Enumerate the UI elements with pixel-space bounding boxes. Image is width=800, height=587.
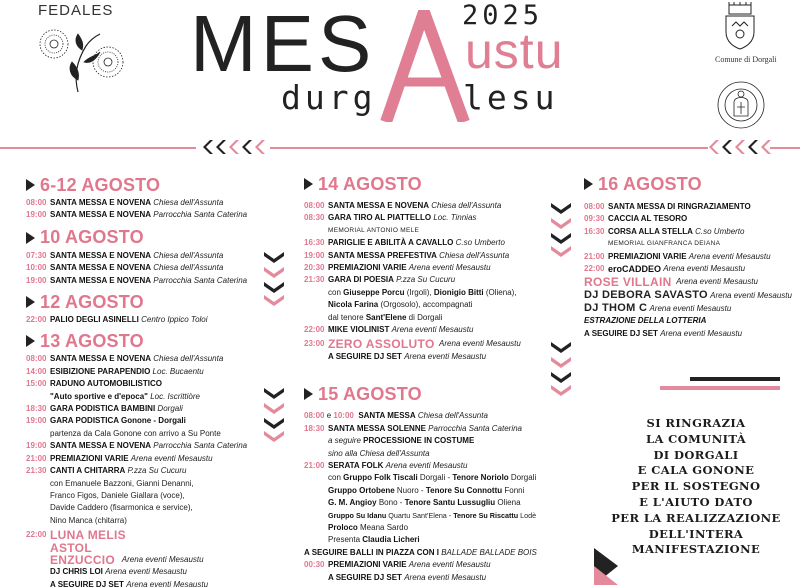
chevron-row-right bbox=[708, 140, 772, 154]
event-time: 08:00 bbox=[26, 354, 47, 364]
event-detail: ASTOL bbox=[50, 540, 92, 555]
event-list bbox=[26, 197, 286, 222]
event-detail: MEMORIAL GIANFRANCA DEIANA bbox=[608, 240, 721, 248]
event-time: 00:30 bbox=[304, 560, 325, 570]
event-time: 18:30 bbox=[304, 423, 325, 433]
day-title: 10 AGOSTO bbox=[40, 227, 144, 248]
decor-bar-dark bbox=[690, 377, 780, 381]
day-heading bbox=[26, 226, 286, 250]
column-1 bbox=[26, 173, 286, 587]
event-time: 15:00 bbox=[26, 379, 47, 389]
event-list bbox=[304, 324, 554, 336]
event-time: 19:00 bbox=[26, 441, 47, 451]
event-row bbox=[304, 200, 554, 212]
event-detail: Nino Manca (chitarra) bbox=[50, 515, 127, 525]
event-list bbox=[584, 251, 798, 263]
event-row bbox=[304, 212, 554, 224]
event-title: SANTA MESSA E NOVENA bbox=[50, 441, 152, 451]
chevron-down-icon bbox=[264, 295, 284, 306]
event-place: Parrocchia Santa Caterina bbox=[153, 441, 248, 451]
event-place: Parrocchia Santa Caterina bbox=[153, 275, 248, 285]
event-time: 21:30 bbox=[26, 466, 47, 476]
day-heading bbox=[304, 382, 554, 406]
event-detail: Nicola Farina (Orgosolo), accompagnati bbox=[328, 300, 473, 310]
thanks-block bbox=[606, 416, 786, 558]
comune-label: Comune di Dorgali bbox=[715, 55, 777, 64]
event-detail: Presenta Claudia Licheri bbox=[328, 535, 420, 545]
thanks-line: DI DORGALI bbox=[653, 447, 739, 462]
event-title: SANTA MESSA E NOVENA bbox=[328, 201, 430, 210]
event-time: 20:30 bbox=[304, 263, 325, 273]
header-rule-right bbox=[770, 147, 800, 149]
event-place: Arena eventi Mesaustu bbox=[688, 251, 771, 261]
event-title: SANTA MESSA E NOVENA bbox=[50, 210, 152, 220]
chevron-left-icon bbox=[721, 140, 733, 154]
event-detail: MEMORIAL ANTONIO MELE bbox=[328, 226, 420, 234]
event-time: 16:30 bbox=[584, 226, 605, 236]
column-3 bbox=[584, 172, 798, 340]
event-place: Chiesa dell'Assunta bbox=[439, 250, 510, 260]
event-row bbox=[304, 324, 554, 336]
event-list bbox=[304, 200, 554, 225]
event-title: PREMIAZIONI VARIE bbox=[608, 251, 687, 261]
event-time: 22:00 bbox=[26, 315, 47, 325]
event-title: ESIBIZIONE PARAPENDIO bbox=[50, 366, 151, 376]
chevron-left-icon bbox=[202, 140, 214, 154]
event-list bbox=[26, 440, 286, 477]
chevron-left-icon bbox=[215, 140, 227, 154]
event-title: PALIO DEGLI ASINELLI bbox=[50, 315, 139, 325]
title-durg: durg bbox=[281, 78, 377, 117]
event-place: C.so Umberto bbox=[695, 226, 745, 236]
chevron-down-icon bbox=[551, 357, 571, 368]
year-label: 2025 bbox=[462, 0, 544, 31]
event-place: C.so Umberto bbox=[455, 238, 505, 248]
event-time: 08:00 bbox=[26, 198, 47, 207]
event-time: 19:00 bbox=[26, 275, 47, 285]
title-mes: MES bbox=[190, 0, 376, 88]
event-time: 19:00 bbox=[26, 416, 47, 426]
event-row bbox=[26, 353, 286, 365]
day-title: 6-12 AGOSTO bbox=[40, 174, 161, 195]
event-row: DJ THOM C Arena eventi Mesaustu bbox=[584, 302, 732, 315]
event-detail: ENZUCCIO Arena eventi Mesaustu bbox=[50, 552, 204, 567]
event-time: 21:30 bbox=[304, 275, 325, 285]
event-place: Parrocchia Santa Caterina bbox=[153, 210, 248, 220]
day-title: 13 AGOSTO bbox=[40, 330, 144, 351]
thanks-line: LA COMUNITÀ bbox=[645, 431, 747, 446]
event-place: P.zza Su Cucuru bbox=[127, 466, 187, 476]
day-title: 16 AGOSTO bbox=[598, 173, 702, 194]
event-row: ESTRAZIONE DELLA LOTTERIA bbox=[584, 316, 707, 326]
event-title: PREMIAZIONI VARIE bbox=[328, 560, 407, 570]
fedales-logo-icon bbox=[34, 22, 130, 96]
event-detail: con Emanuele Bazzoni, Gianni Denanni, bbox=[50, 478, 194, 488]
event-place: Arena eventi Mesaustu bbox=[385, 460, 468, 470]
event-detail: con Gruppo Folk Tiscali Dorgali - Tenore Noriolo Dorgali bbox=[328, 473, 537, 483]
event-row bbox=[26, 403, 286, 415]
fedales-label: FEDALES bbox=[38, 2, 114, 19]
event-time: 21:00 bbox=[26, 453, 47, 463]
event-place: Loc. Tinnias bbox=[433, 213, 477, 223]
event-list bbox=[26, 250, 286, 287]
event-row bbox=[304, 250, 554, 262]
thanks-line: E L'AIUTO DATO bbox=[639, 494, 753, 509]
event-row: ROSE VILLAIN Arena eventi Mesaustu bbox=[584, 275, 758, 290]
chevron-left-icon bbox=[708, 140, 720, 154]
event-place: Loc. Bucaentu bbox=[152, 366, 204, 376]
chevron-down-icon bbox=[551, 385, 571, 396]
event-list bbox=[26, 314, 286, 326]
column-2 bbox=[304, 172, 554, 584]
event-row bbox=[26, 314, 286, 326]
title-big-a-icon bbox=[378, 10, 470, 122]
event-list bbox=[26, 353, 286, 390]
event-detail: Franco Figos, Daniele Giallara (voce), bbox=[50, 490, 185, 500]
chevron-left-icon bbox=[241, 140, 253, 154]
title-ustu: ustu bbox=[465, 23, 564, 79]
chevron-down-icon bbox=[264, 252, 284, 263]
event-title: SANTA MESSA SOLENNE bbox=[328, 423, 426, 433]
event-time: 09:30 bbox=[584, 214, 605, 224]
event-detail: partenza da Cala Gonone con arrivo a Su Ponte bbox=[50, 428, 221, 438]
day-title: 12 AGOSTO bbox=[40, 291, 144, 312]
event-detail: Gruppo Su Idanu Quartu Sant'Elena - Tenore Su Riscattu Lodè bbox=[328, 510, 537, 520]
chevron-left-icon bbox=[734, 140, 746, 154]
event-row bbox=[26, 262, 286, 274]
event-detail: Davide Caddero (fisarmonica e service), bbox=[50, 503, 193, 513]
chevron-down-icon bbox=[551, 233, 571, 244]
chevron-left-icon bbox=[747, 140, 759, 154]
event-row: 23:00 ZERO ASSOLUTO Arena eventi Mesaustu bbox=[304, 337, 521, 352]
event-detail: A SEGUIRE DJ SET Arena eventi Mesaustu bbox=[50, 579, 209, 587]
event-time: 08:00 bbox=[304, 201, 325, 210]
event-list bbox=[304, 423, 554, 435]
day-heading bbox=[584, 172, 798, 196]
event-row bbox=[26, 415, 286, 427]
event-detail: A SEGUIRE DJ SET Arena eventi Mesaustu bbox=[328, 351, 487, 361]
event-row bbox=[304, 237, 554, 249]
event-title: GARA TIRO AL PIATTELLO bbox=[328, 213, 432, 223]
event-detail: dal tenore Sant'Elene di Dorgali bbox=[328, 312, 443, 322]
header-rule-left bbox=[0, 147, 196, 149]
day-heading bbox=[26, 329, 286, 353]
event-title: RADUNO AUTOMOBILISTICO bbox=[50, 379, 162, 389]
event-row bbox=[304, 559, 554, 571]
chevron-down-icon bbox=[551, 342, 571, 353]
chevron-down-icon bbox=[551, 372, 571, 383]
event-row bbox=[26, 465, 286, 477]
chevron-left-icon bbox=[228, 140, 240, 154]
event-detail: "Auto sportive e d'epoca" Loc. Iscrittiòre bbox=[50, 391, 200, 401]
event-place: Chiesa dell'Assunta bbox=[153, 354, 224, 364]
event-detail: A SEGUIRE BALLI IN PIAZZA CON I BALLADE BALLADE BOIS bbox=[304, 547, 537, 557]
event-place: Centro Ippico Toloi bbox=[141, 315, 208, 325]
event-list bbox=[304, 460, 554, 472]
event-title: SANTA MESSA E NOVENA bbox=[50, 275, 152, 285]
chevron-down-icon bbox=[264, 418, 284, 429]
event-title: SANTA MESSA E NOVENA bbox=[50, 354, 152, 364]
event-time: 18:30 bbox=[26, 404, 47, 414]
thanks-line: MANIFESTAZIONE bbox=[631, 542, 761, 557]
event-place: Arena eventi Mesaustu bbox=[408, 560, 491, 570]
chevron-down-icon bbox=[551, 246, 571, 257]
event-title: MIKE VIOLINIST bbox=[328, 325, 390, 335]
event-row bbox=[26, 250, 286, 262]
chevron-down-icon bbox=[264, 388, 284, 399]
event-place: Dorgali bbox=[157, 404, 183, 414]
day-heading bbox=[26, 173, 286, 197]
event-place: Arena eventi Mesaustu bbox=[391, 325, 474, 335]
event-row bbox=[304, 423, 554, 435]
event-row bbox=[26, 378, 286, 390]
event-title: CANTI A CHITARRA bbox=[50, 466, 126, 476]
event-detail: Gruppo Ortobene Nuoro - Tenore Su Connottu Fonni bbox=[328, 485, 525, 495]
chevron-left-icon bbox=[760, 140, 772, 154]
event-row bbox=[26, 366, 286, 378]
day-heading bbox=[304, 172, 554, 196]
event-time: 22:00 bbox=[304, 325, 325, 335]
event-detail: DJ CHRIS LOI Arena eventi Mesaustu bbox=[50, 567, 187, 577]
event-row: DJ DEBORA SAVASTO Arena eventi Mesaustu bbox=[584, 289, 792, 302]
event-title: GARA PODISTICA BAMBINI bbox=[50, 404, 156, 414]
chevron-down-icon bbox=[551, 218, 571, 229]
title-lesu: lesu bbox=[463, 78, 559, 117]
event-title: PARIGLIE E ABILITÀ A CAVALLO bbox=[328, 238, 454, 248]
event-list bbox=[26, 403, 286, 428]
event-time: 14:00 bbox=[26, 366, 47, 376]
event-title: SANTA MESSA DI RINGRAZIAMENTO bbox=[608, 202, 751, 211]
event-row bbox=[26, 453, 286, 465]
event-time: 08:30 bbox=[304, 213, 325, 223]
event-time: 21:00 bbox=[304, 460, 325, 470]
event-title: SERATA FOLK bbox=[328, 460, 384, 470]
event-row bbox=[584, 201, 798, 213]
event-place: Parrocchia Santa Caterina bbox=[428, 423, 522, 433]
chevron-down-icon bbox=[264, 403, 284, 414]
event-time: 08:00 bbox=[584, 202, 605, 211]
event-time: 21:00 bbox=[584, 251, 605, 261]
event-time: 19:00 bbox=[26, 210, 47, 220]
event-title: GARA PODISTICA Gonone - Dorgali bbox=[50, 416, 186, 426]
association-logo-icon bbox=[716, 80, 766, 130]
thanks-line: SI RINGRAZIA bbox=[646, 416, 746, 430]
comune-crest-icon bbox=[722, 2, 758, 50]
chevron-down-icon bbox=[264, 431, 284, 442]
event-row bbox=[584, 213, 798, 225]
event-title: PREMIAZIONI VARIE bbox=[50, 453, 129, 463]
event-row bbox=[584, 226, 798, 238]
event-place: Chiesa dell'Assunta bbox=[153, 198, 224, 207]
event-list bbox=[304, 559, 554, 571]
event-title: PREMIAZIONI VARIE bbox=[328, 263, 407, 273]
thanks-line: DELL'INTERA bbox=[648, 526, 744, 541]
event-detail: Proloco Meana Sardo bbox=[328, 522, 409, 532]
event-row bbox=[26, 209, 286, 221]
thanks-line: E CALA GONONE bbox=[637, 463, 755, 478]
event-detail: a seguire PROCESSIONE IN COSTUME bbox=[328, 436, 475, 446]
event-place: Chiesa dell'Assunta bbox=[153, 263, 224, 273]
thanks-line: PER IL SOSTEGNO bbox=[631, 479, 761, 494]
event-place: Chiesa dell'Assunta bbox=[153, 250, 224, 260]
event-row bbox=[584, 251, 798, 263]
event-title: GARA DI POESIA bbox=[328, 275, 394, 285]
day-title: 14 AGOSTO bbox=[318, 173, 422, 194]
thanks-line: PER LA REALIZZAZIONE bbox=[611, 510, 781, 525]
event-time: 19:00 bbox=[304, 250, 325, 260]
event-row bbox=[26, 440, 286, 452]
event-list bbox=[584, 201, 798, 238]
event-place: Arena eventi Mesaustu bbox=[408, 263, 491, 273]
chevron-down-icon bbox=[264, 267, 284, 278]
decor-bar-pink bbox=[660, 386, 780, 390]
event-row bbox=[304, 274, 554, 286]
event-detail: G. M. Angioy Bono - Tenore Santu Lussugliu Oliena bbox=[328, 498, 521, 508]
event-title: CACCIA AL TESORO bbox=[608, 214, 688, 224]
event-time: 16:30 bbox=[304, 238, 325, 248]
event-place: P.zza Su Cucuru bbox=[396, 275, 456, 285]
day-title: 15 AGOSTO bbox=[318, 383, 422, 404]
header-rule-mid bbox=[270, 147, 708, 149]
event-row: 22:00 LUNA MELIS bbox=[26, 528, 126, 543]
event-row: A SEGUIRE DJ SET Arena eventi Mesaustu bbox=[584, 328, 743, 338]
event-row bbox=[26, 197, 286, 209]
event-title: SANTA MESSA E NOVENA bbox=[50, 250, 152, 260]
event-detail: con Giuseppe Porcu (Irgoli), Dionigio Bitti (Oliena), bbox=[328, 287, 517, 297]
chevron-down-icon bbox=[551, 203, 571, 214]
chevron-left-icon bbox=[254, 140, 266, 154]
event-title: CORSA ALLA STELLA bbox=[608, 226, 693, 236]
corner-triangle-icon bbox=[594, 548, 618, 585]
event-detail: A SEGUIRE DJ SET Arena eventi Mesaustu bbox=[328, 572, 487, 582]
event-place: Arena eventi Mesaustu bbox=[130, 453, 213, 463]
event-title: SANTA MESSA E NOVENA bbox=[50, 198, 152, 207]
event-time: 07:30 bbox=[26, 250, 47, 260]
chevron-row-left bbox=[202, 140, 266, 154]
event-place: Chiesa dell'Assunta bbox=[431, 201, 502, 210]
event-row bbox=[304, 262, 554, 274]
event-detail: sino alla Chiesa dell'Assunta bbox=[328, 448, 430, 458]
event-title: SANTA MESSA PREFESTIVA bbox=[328, 250, 437, 260]
event-list bbox=[304, 237, 554, 287]
event-row bbox=[304, 460, 554, 472]
event-title: SANTA MESSA E NOVENA bbox=[50, 263, 152, 273]
event-row bbox=[26, 275, 286, 287]
event-time: 10:00 bbox=[26, 263, 47, 273]
event-row: 08:00 e 10:00 SANTA MESSA Chiesa dell'Assunta bbox=[304, 411, 488, 421]
chevron-down-icon bbox=[264, 282, 284, 293]
day-heading bbox=[26, 290, 286, 314]
event-row: 22:00 eroCADDEO Arena eventi Mesaustu bbox=[584, 264, 746, 275]
